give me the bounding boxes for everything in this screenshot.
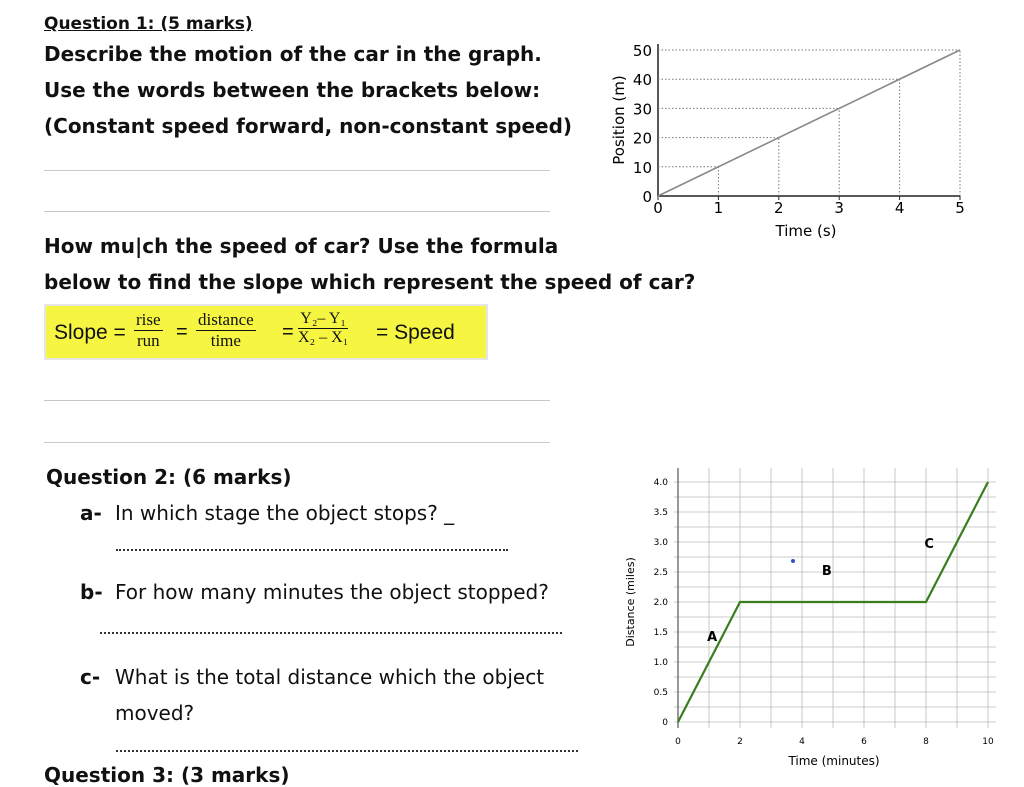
position-time-chart [600,36,980,244]
slope-label: Slope = [54,321,126,344]
speed-label: = Speed [376,321,455,344]
speed-question-line-1: How mu|ch the speed of car? Use the formula [44,234,559,258]
speed-question-line-2: below to find the slope which represent the speed of car? [44,270,696,294]
x-tick-label: 4 [799,737,805,747]
q2a-label: a- [80,501,102,525]
x-axis-label: Time (minutes) [788,754,880,768]
answer-line [44,442,550,443]
y-tick-label: 50 [632,42,652,60]
distance-over-time: distance time [198,310,254,350]
x-tick-label: 5 [955,199,965,217]
x-tick-label: 0 [675,737,681,747]
y-tick-label: 3.0 [653,538,668,548]
answer-line [44,211,550,212]
segment-label: A [707,630,718,645]
x-tick-label: 1 [713,199,724,217]
answer-line [44,170,550,171]
y-tick-label: 2.5 [653,568,668,578]
equals-sign: = [282,321,294,343]
y-axis-label: Position (m) [610,75,628,165]
q1-line-1: Describe the motion of the car in the graph. [44,42,542,66]
x-tick-label: 4 [894,199,905,217]
answer-dotted-line [116,750,578,752]
y-tick-label: 40 [632,71,652,90]
q2a-text: In which stage the object stops? _ [115,501,455,525]
q1-line-3: (Constant speed forward, non-constant speed) [44,114,573,138]
y-tick-label: 1.0 [653,658,668,668]
x-tick-label: 6 [861,737,867,747]
slope-formula-box [44,304,488,360]
stray-dot [791,559,795,563]
q2c-label: c- [80,665,101,689]
x-tick-label: 2 [737,737,743,747]
question-1-title: Question 1: (5 marks) [44,14,253,34]
y-tick-label: 0 [662,718,668,728]
x-tick-label: 2 [774,199,784,217]
q2b-text: For how many minutes the object stopped? [115,580,549,604]
y-tick-label: 3.5 [653,508,668,518]
q2b-label: b- [80,580,103,604]
answer-dotted-line [116,549,508,551]
distance-time-chart [616,462,1000,770]
q1-line-2: Use the words between the brackets below: [44,78,541,102]
x-tick-label: 3 [834,199,844,217]
q2c-text-2: moved? [115,701,195,725]
x-tick-label: 8 [923,737,929,747]
y-tick-label: 2.0 [653,598,668,608]
y-axis-label: Distance (miles) [624,557,637,647]
equals-sign: = [176,321,188,343]
y-over-x: $\frac{\text{Y₂– Y₁}}{\text{X₂ – X₁}}$ [298,310,349,346]
y-tick-label: 10 [632,158,652,177]
question-2-title: Question 2: (6 marks) [46,465,292,489]
y-tick-label: 0 [642,188,652,206]
q2c-text: What is the total distance which the object [115,665,545,689]
segment-label: C [924,537,934,552]
y-tick-label: 30 [632,100,652,119]
rise-over-run: rise run [136,310,161,350]
position-line [658,50,960,196]
x-tick-label: 0 [653,199,663,217]
x-tick-label: 10 [982,737,994,747]
answer-line [44,400,550,401]
answer-dotted-line [100,632,562,634]
y-tick-label: 4.0 [653,478,668,488]
segment-label: B [821,564,832,579]
y-tick-label: 1.5 [653,628,668,638]
y-tick-label: 20 [632,129,652,148]
y-tick-label: 0.5 [653,688,668,698]
question-3-title-partial: Question 3: (3 marks) [44,763,290,787]
x-axis-label: Time (s) [775,222,837,240]
